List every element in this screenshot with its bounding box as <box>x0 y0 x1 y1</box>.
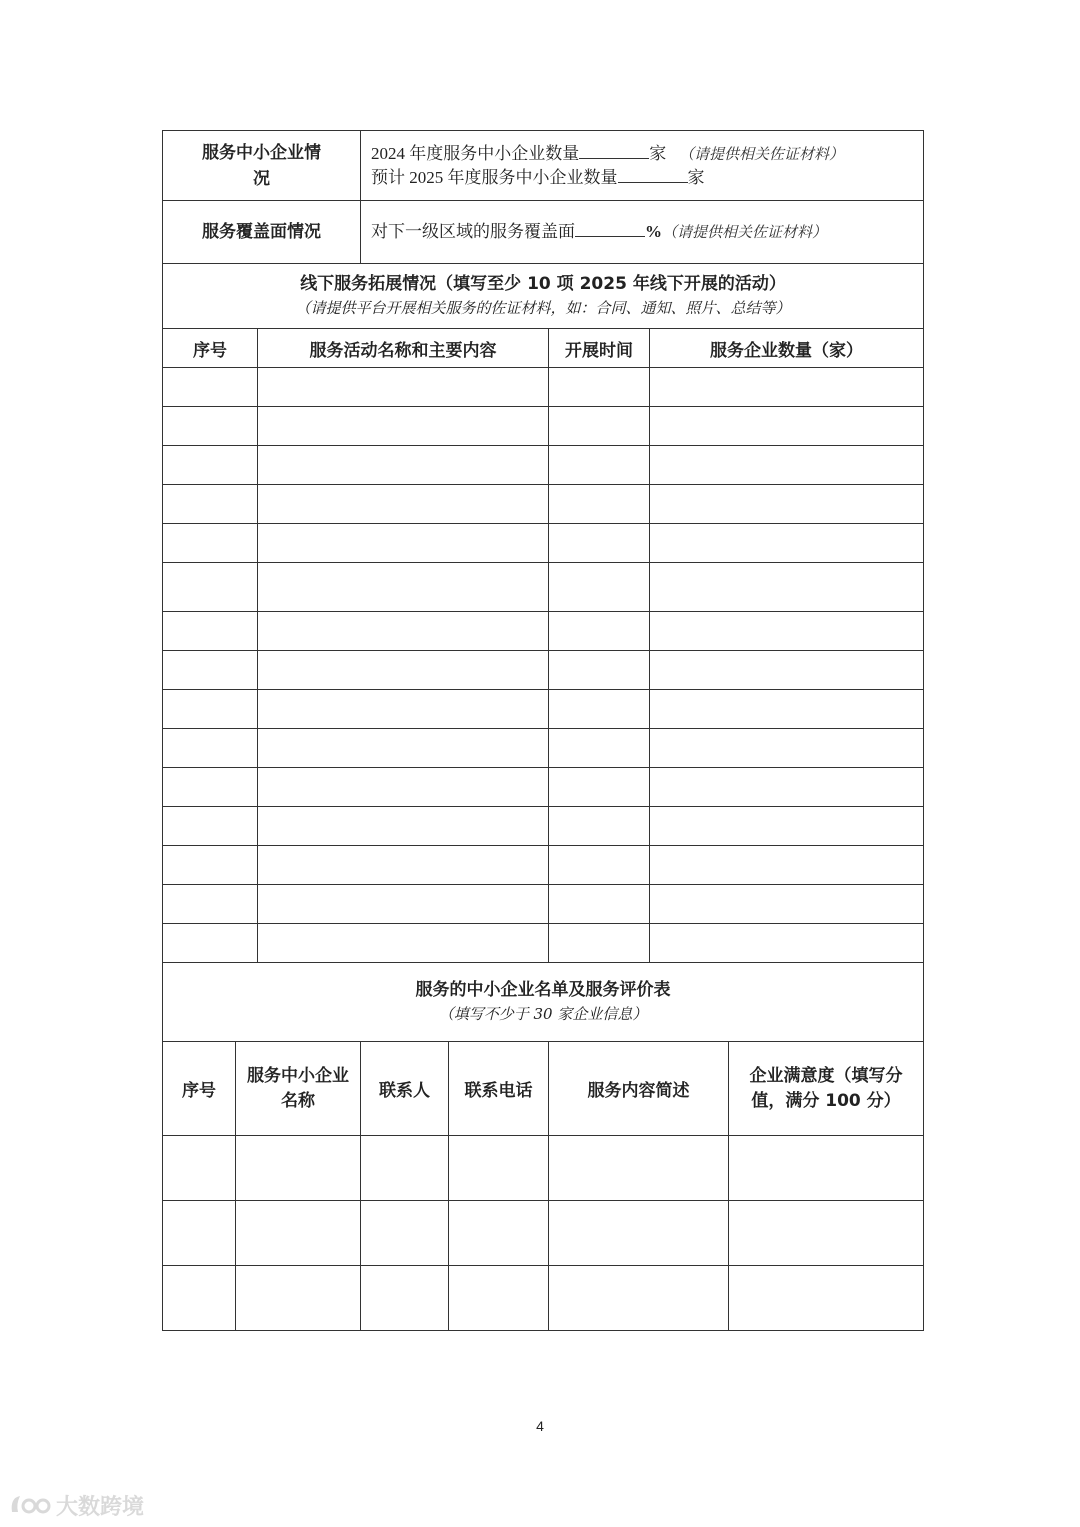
cell-index[interactable] <box>163 407 258 446</box>
cell-enterprise-count[interactable] <box>650 690 924 729</box>
cell-index[interactable] <box>163 1136 236 1201</box>
cell-satisfaction[interactable] <box>729 1201 924 1266</box>
watermark-logo-icon <box>8 1492 52 1518</box>
offline-activity-row <box>163 485 924 524</box>
offline-activity-row <box>163 446 924 485</box>
cell-index[interactable] <box>163 524 258 563</box>
offline-activity-row <box>163 407 924 446</box>
cell-satisfaction[interactable] <box>729 1266 924 1331</box>
offline-activity-row <box>163 524 924 563</box>
cell-enterprise-count[interactable] <box>650 729 924 768</box>
evaluation-title: 服务的中小企业名单及服务评价表 <box>415 980 671 1000</box>
cell-company[interactable] <box>236 1136 361 1201</box>
offline-activity-row <box>163 846 924 885</box>
cell-company[interactable] <box>236 1266 361 1331</box>
cell-enterprise-count[interactable] <box>650 846 924 885</box>
offline-activity-row <box>163 612 924 651</box>
cell-index[interactable] <box>163 924 258 963</box>
col-header-date: 开展时间 <box>549 329 650 368</box>
cell-phone[interactable] <box>449 1136 549 1201</box>
cell-enterprise-count[interactable] <box>650 924 924 963</box>
sme-count-2025-blank[interactable] <box>618 168 688 183</box>
page-number: 4 <box>536 1418 544 1434</box>
cell-activity[interactable] <box>258 612 549 651</box>
cell-index[interactable] <box>163 1266 236 1331</box>
cell-phone[interactable] <box>449 1201 549 1266</box>
cell-activity[interactable] <box>258 651 549 690</box>
cell-enterprise-count[interactable] <box>650 885 924 924</box>
cell-date[interactable] <box>549 807 650 846</box>
cell-activity[interactable] <box>258 924 549 963</box>
sme-count-2024-line: 2024 年度服务中小企业数量 家 （请提供相关佐证材料） <box>371 143 845 163</box>
evaluation-row <box>163 1136 924 1201</box>
cell-enterprise-count[interactable] <box>650 524 924 563</box>
cell-company[interactable] <box>236 1201 361 1266</box>
cell-enterprise-count[interactable] <box>650 807 924 846</box>
cell-index[interactable] <box>163 690 258 729</box>
cell-activity[interactable] <box>258 485 549 524</box>
cell-index[interactable] <box>163 446 258 485</box>
cell-activity[interactable] <box>258 446 549 485</box>
watermark-text: 大数跨境 <box>56 1494 145 1520</box>
offline-activity-row <box>163 924 924 963</box>
cell-date[interactable] <box>549 446 650 485</box>
cell-date[interactable] <box>549 846 650 885</box>
cell-date[interactable] <box>549 885 650 924</box>
cell-date[interactable] <box>549 407 650 446</box>
cell-date[interactable] <box>549 690 650 729</box>
evaluation-column-headers <box>163 1042 924 1136</box>
cell-activity[interactable] <box>258 885 549 924</box>
offline-column-headers <box>163 329 924 368</box>
cell-index[interactable] <box>163 651 258 690</box>
evidence-note: （请提供相关佐证材料） <box>679 144 845 163</box>
cell-index[interactable] <box>163 885 258 924</box>
eval-col-contact: 联系人 <box>361 1042 449 1136</box>
col-header-index: 序号 <box>163 329 258 368</box>
offline-title: 线下服务拓展情况（填写至少 10 项 2025 年线下开展的活动） <box>300 274 786 294</box>
eval-col-satisfaction: 企业满意度（填写分值，满分 100 分） <box>729 1042 924 1136</box>
cell-activity[interactable] <box>258 729 549 768</box>
cell-enterprise-count[interactable] <box>650 612 924 651</box>
cell-index[interactable] <box>163 807 258 846</box>
sme-service-content <box>361 131 924 201</box>
cell-activity[interactable] <box>258 768 549 807</box>
cell-enterprise-count[interactable] <box>650 768 924 807</box>
cell-index[interactable] <box>163 485 258 524</box>
eval-col-company: 服务中小企业名称 <box>236 1042 361 1136</box>
cell-index[interactable] <box>163 768 258 807</box>
cell-date[interactable] <box>549 524 650 563</box>
cell-activity[interactable] <box>258 690 549 729</box>
offline-activity-row <box>163 885 924 924</box>
cell-summary[interactable] <box>549 1136 729 1201</box>
cell-date[interactable] <box>549 768 650 807</box>
cell-activity[interactable] <box>258 524 549 563</box>
sme-count-2024-blank[interactable] <box>579 144 649 159</box>
cell-date[interactable] <box>549 612 650 651</box>
evaluation-subtitle: （填写不少于 30 家企业信息） <box>438 1005 648 1023</box>
cell-contact[interactable] <box>361 1266 449 1331</box>
offline-activity-row <box>163 807 924 846</box>
cell-satisfaction[interactable] <box>729 1136 924 1201</box>
cell-activity[interactable] <box>258 846 549 885</box>
offline-subtitle: （请提供平台开展相关服务的佐证材料，如：合同、通知、照片、总结等） <box>295 299 791 317</box>
cell-enterprise-count[interactable] <box>650 485 924 524</box>
cell-date[interactable] <box>549 485 650 524</box>
form-table <box>162 130 924 1331</box>
coverage-blank[interactable] <box>575 222 645 237</box>
offline-activity-row <box>163 768 924 807</box>
cell-index[interactable] <box>163 368 258 407</box>
cell-index[interactable] <box>163 846 258 885</box>
evaluation-row <box>163 1201 924 1266</box>
cell-phone[interactable] <box>449 1266 549 1331</box>
cell-date[interactable] <box>549 651 650 690</box>
eval-col-phone: 联系电话 <box>449 1042 549 1136</box>
watermark <box>8 1490 144 1520</box>
cell-enterprise-count[interactable] <box>650 407 924 446</box>
col-header-activity: 服务活动名称和主要内容 <box>258 329 549 368</box>
evaluation-section-header <box>163 963 924 1042</box>
eval-col-summary: 服务内容简述 <box>549 1042 729 1136</box>
cell-date[interactable] <box>549 924 650 963</box>
evaluation-row <box>163 1266 924 1331</box>
cell-enterprise-count[interactable] <box>650 368 924 407</box>
cell-index[interactable] <box>163 729 258 768</box>
evaluation-header-row <box>163 963 924 1042</box>
coverage-note: （请提供相关佐证材料） <box>662 223 828 241</box>
cell-activity[interactable] <box>258 563 549 612</box>
offline-activity-row <box>163 690 924 729</box>
cell-index[interactable] <box>163 1201 236 1266</box>
offline-activity-row <box>163 368 924 407</box>
offline-activity-row <box>163 563 924 612</box>
offline-activity-rows <box>163 368 924 963</box>
cell-contact[interactable] <box>361 1136 449 1201</box>
evaluation-rows <box>163 1136 924 1331</box>
col-header-enterprise-count: 服务企业数量（家） <box>650 329 924 368</box>
coverage-row <box>163 201 924 264</box>
cell-date[interactable] <box>549 368 650 407</box>
cell-activity[interactable] <box>258 407 549 446</box>
offline-activity-row <box>163 729 924 768</box>
eval-col-index: 序号 <box>163 1042 236 1136</box>
coverage-label: 服务覆盖面情况 <box>163 201 361 264</box>
cell-contact[interactable] <box>361 1201 449 1266</box>
cell-summary[interactable] <box>549 1266 729 1331</box>
cell-index[interactable] <box>163 612 258 651</box>
sme-service-label: 服务中小企业情况 <box>163 131 361 201</box>
cell-index[interactable] <box>163 563 258 612</box>
sme-count-2025-line: 预计 2025 年度服务中小企业数量 家 <box>371 167 705 187</box>
offline-activity-row <box>163 651 924 690</box>
cell-activity[interactable] <box>258 807 549 846</box>
cell-enterprise-count[interactable] <box>650 651 924 690</box>
offline-header-row <box>163 264 924 329</box>
cell-activity[interactable] <box>258 368 549 407</box>
offline-section-header <box>163 264 924 329</box>
sme-service-row <box>163 131 924 201</box>
cell-date[interactable] <box>549 563 650 612</box>
cell-summary[interactable] <box>549 1201 729 1266</box>
coverage-content: 对下一级区域的服务覆盖面 %（请提供相关佐证材料） <box>361 201 924 264</box>
cell-date[interactable] <box>549 729 650 768</box>
cell-enterprise-count[interactable] <box>650 563 924 612</box>
cell-enterprise-count[interactable] <box>650 446 924 485</box>
